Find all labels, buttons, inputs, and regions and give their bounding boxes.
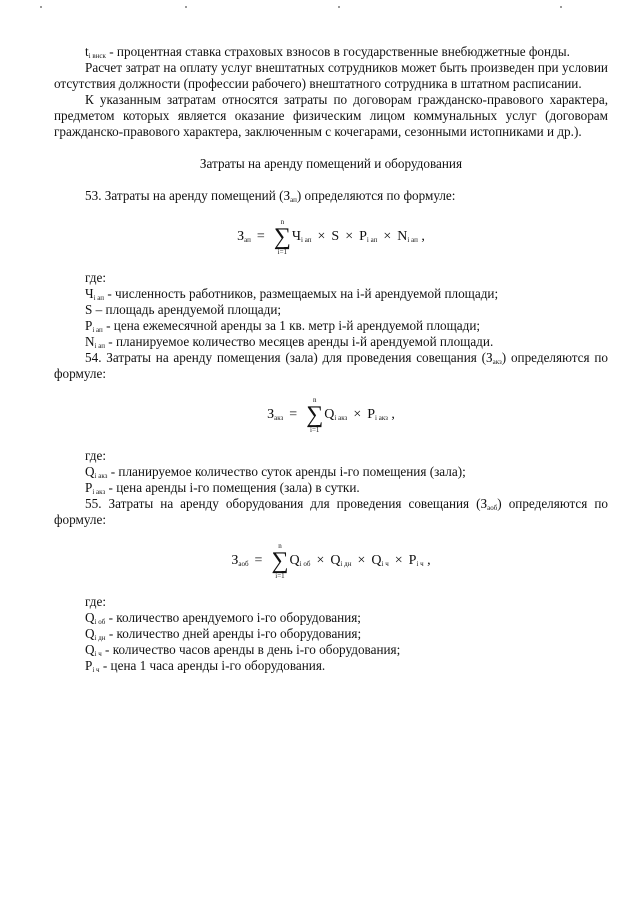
lhs-subscript: акз: [274, 414, 284, 422]
formula-comma: ,: [417, 229, 425, 244]
section-heading: Затраты на аренду помещений и оборудования: [199, 156, 463, 171]
term-symbol: Q: [371, 553, 382, 568]
definition-symbol: P: [85, 480, 93, 495]
definition-subscript: i ап: [93, 294, 105, 302]
term-symbol: Q: [330, 553, 341, 568]
lhs-symbol: З: [231, 553, 239, 568]
term-symbol: Ч: [291, 229, 302, 244]
term-subscript: i акз: [375, 414, 388, 422]
summation-sign: [271, 542, 288, 580]
definition-text: - цена 1 часа аренды i-го оборудования.: [99, 658, 326, 673]
sigma-glyph: ∑: [306, 402, 324, 428]
definition-subscript: i акз: [92, 488, 106, 496]
formula-comma: ,: [423, 553, 431, 568]
summation-sign: [306, 396, 323, 434]
equals-sign: =: [289, 407, 298, 422]
definition-text: - численность работников, размещаемых на i-й арендуемой площади;: [104, 286, 499, 301]
definition-text: - цена ежемесячной аренды за 1 кв. метр i-й арендуемой площади;: [102, 318, 481, 333]
term-symbol: P: [367, 407, 376, 422]
formula-55: [54, 542, 608, 580]
clause-55-intro: 55. Затраты на аренду оборудования для проведения совещания $(З_{аоб})$ определяются по формуле:: [54, 496, 608, 527]
formula-lhs: [231, 553, 248, 569]
definition-subscript: i дн: [94, 634, 106, 642]
term-symbol: S: [331, 229, 340, 244]
multiply-sign: ×: [345, 229, 354, 244]
lhs-subscript: аоб: [238, 560, 249, 568]
definitions-55: [54, 610, 608, 674]
term-subscript: i ап: [301, 236, 312, 244]
paragraph-freelance-costs: Расчет затрат на оплату услуг внештатных сотрудников может быть произведен при условии отсутствия должности (профессии рабочего) внештатного сотрудника в штатном расписании.: [54, 60, 608, 91]
definition-line: [54, 464, 608, 480]
equals-sign: =: [254, 553, 263, 568]
formula-term: [371, 553, 388, 569]
definition-symbol: N: [85, 334, 95, 349]
multiply-sign: ×: [317, 229, 326, 244]
formula-53: [54, 218, 608, 256]
formula-term: [359, 229, 377, 245]
definition-line: [54, 480, 608, 496]
formula-term: [367, 407, 388, 423]
formula-lhs: [237, 229, 251, 245]
sum-upper-limit: n: [280, 218, 285, 226]
formula-term: [409, 553, 424, 569]
multiply-sign: ×: [394, 553, 403, 568]
term-subscript: i акз: [334, 414, 348, 422]
clause-53-intro: 53. Затраты на аренду помещений $(З_{ап})$ определяются по формуле:: [85, 188, 456, 204]
definition-text: - планируемое количество суток аренды i-го помещения (зала);: [107, 464, 466, 479]
sigma-glyph: ∑: [273, 224, 291, 250]
definition-line: [54, 642, 608, 658]
definition-line: [54, 610, 608, 626]
term-subscript: i дн: [340, 560, 352, 568]
definition-subscript: i ч: [94, 650, 102, 658]
where-label-55: где:: [85, 594, 106, 609]
term-symbol: N: [397, 229, 408, 244]
definition-text: - цена аренды i-го помещения (зала) в сутки.: [105, 480, 360, 495]
multiply-sign: ×: [353, 407, 362, 422]
term-subscript: i ап: [407, 236, 418, 244]
term-symbol: P: [359, 229, 367, 244]
definition-text: - количество часов аренды в день i-го оборудования;: [101, 642, 401, 657]
sum-lower-limit: i=1: [310, 426, 320, 434]
multiply-sign: ×: [316, 553, 325, 568]
definition-line: [54, 658, 608, 674]
clause-54-intro: 54. Затраты на аренду помещения (зала) для проведения совещания $(З_{акз})$ определяются по формуле:: [54, 350, 608, 381]
definitions-54: [54, 464, 608, 496]
definition-symbol: Q: [85, 626, 95, 641]
definition-symbol: P: [85, 318, 93, 333]
term-subscript: i об: [299, 560, 311, 568]
term-subscript: i ч: [381, 560, 389, 568]
scan-marks: [40, 6, 600, 9]
definition-symbol: Q: [85, 610, 95, 625]
definition-subscript: i ап: [92, 326, 103, 334]
sigma-glyph: ∑: [271, 548, 289, 574]
definition-line: [54, 286, 608, 302]
definition-symbol: P: [85, 658, 93, 673]
definition-subscript: i об: [94, 618, 106, 626]
formula-54: [54, 396, 608, 434]
paragraph-civil-contracts: К указанным затратам относятся затраты по договорам гражданско-правового характера, предметом которых является оказание физическим лицом коммунальных услуг (договорам гражданско-правового характера, заключенным с кочегарами, сезонными истопниками и др.).: [54, 92, 608, 139]
multiply-sign: ×: [383, 229, 392, 244]
definition-subscript: i акз: [94, 472, 108, 480]
lhs-symbol: З: [237, 229, 245, 244]
where-label-54: где:: [85, 448, 106, 463]
term-symbol: Q: [324, 407, 335, 422]
document-body: [54, 44, 608, 674]
equals-sign: =: [256, 229, 265, 244]
sum-lower-limit: i=1: [275, 572, 285, 580]
definition-line: [54, 626, 608, 642]
definition-line: [54, 334, 608, 350]
definition-symbol: Ч: [85, 286, 94, 301]
formula-term: [324, 407, 347, 423]
sum-upper-limit: n: [312, 396, 317, 404]
definition-subscript: i ч: [92, 666, 100, 674]
term-symbol: P: [408, 553, 417, 568]
where-label-53: где:: [85, 270, 106, 285]
lhs-subscript: ап: [244, 236, 251, 244]
term-subscript: i ап: [366, 236, 378, 244]
definitions-53: [54, 286, 608, 350]
definition-symbol: Q: [85, 464, 95, 479]
multiply-sign: ×: [357, 553, 366, 568]
definition-symbol: S: [85, 302, 93, 317]
definition-text: – площадь арендуемой площади;: [92, 302, 282, 317]
formula-term: [330, 553, 351, 569]
sum-upper-limit: n: [278, 542, 282, 550]
term-symbol: Q: [289, 553, 300, 568]
formula-term: [292, 229, 312, 245]
definition-symbol: Q: [85, 642, 95, 657]
formula-comma: ,: [387, 407, 395, 422]
formula-term: [331, 229, 339, 245]
lhs-symbol: З: [267, 407, 275, 422]
definition-subscript: i ап: [94, 342, 105, 350]
definition-line: [54, 302, 608, 318]
formula-term: [290, 553, 311, 569]
term-subscript: i ч: [416, 560, 424, 568]
definition-t-insurance: $t_{i внск}$ - процентная ставка страховых взносов в государственные внебюджетные фонды.: [85, 44, 570, 60]
formula-term: [397, 229, 418, 245]
definition-text: - планируемое количество месяцев аренды i-й арендуемой площади.: [105, 334, 494, 349]
definition-text: - количество дней аренды i-го оборудования;: [105, 626, 362, 641]
sum-lower-limit: i=1: [277, 248, 288, 256]
definition-text: - количество арендуемого i-го оборудования;: [105, 610, 361, 625]
definition-line: [54, 318, 608, 334]
summation-sign: [274, 218, 291, 256]
formula-lhs: [267, 407, 283, 423]
